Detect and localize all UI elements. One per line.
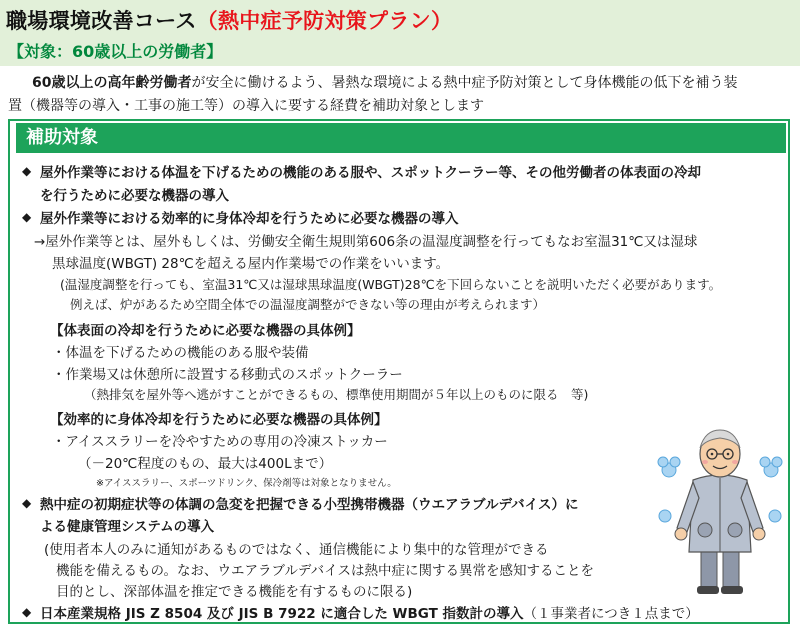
note-line2: 例えば、炉があるため空間全体での温湿度調整ができない等の理由が考えられます） (70, 297, 546, 312)
bullet-diamond: ◆ (22, 605, 32, 619)
title-main: 職場環境改善コース (6, 9, 197, 33)
example2-item-a: ・アイススラリーを冷やすための専用の冷凍ストッカー (52, 434, 388, 450)
item3-note3: 目的とし、深部体温を推定できる機能を有するものに限る) (56, 584, 413, 600)
item3-line1: 熱中症の初期症状等の体調の急変を把握できる小型携帯機器（ウエアラブルデバイス）に (40, 497, 579, 513)
intro-line1: が安全に働けるよう、暑熱な環境による熱中症予防対策として身体機能の低下を補う装 (191, 75, 738, 91)
target-label: 【対象：60歳以上の労働者】 (8, 42, 223, 61)
example2-heading: 【効率的に身体冷却を行うために必要な機器の具体例】 (50, 412, 388, 428)
intro-line2: 置（機器等の導入・工事の施工等）の導入に要する経費を補助対象とします (8, 98, 484, 114)
item1-line2: を行うために必要な機器の導入 (40, 188, 229, 204)
item1-line1: 屋外作業等における体温を下げるための機能のある服や、スポットクーラー等、その他労働者の体表面の冷却 (40, 165, 701, 181)
item3-line2: よる健康管理システムの導入 (40, 519, 215, 535)
bullet-diamond: ◆ (22, 210, 32, 224)
example1-item-b: ・作業場又は休憩所に設置する移動式のスポットクーラー (52, 367, 403, 383)
example1-item-b-note: （熱排気を屋外等へ逃がすことができるもの、標準使用期間が５年以上のものに限る 等) (84, 387, 589, 402)
item4-line (40, 602, 699, 622)
bullet-diamond: ◆ (22, 496, 32, 510)
example2-exclusion-note: ※アイススラリー、スポーツドリンク、保冷剤等は対象となりません。 (96, 478, 397, 489)
item3-note2: 機能を備えるもの。なお、ウエアラブルデバイスは熱中症に関する異常を感知することを (56, 563, 594, 579)
definition-line1: →屋外作業等とは、屋外もしくは、労働安全衛生規則第606条の温湿度調整を行ってもなお室温31℃又は湿球 (34, 234, 698, 250)
section-heading: 補助対象 (16, 123, 786, 153)
intro-paragraph (8, 72, 794, 118)
example1-item-a: ・体温を下げるための機能のある服や装備 (52, 345, 309, 361)
note-line1: (温湿度調整を行っても、室温31℃又は湿球黒球温度(WBGT)28℃を下回らないことを説明いただく必要があります。 (60, 277, 722, 292)
page-title (6, 5, 452, 35)
bullet-diamond: ◆ (22, 164, 32, 178)
example1-heading: 【体表面の冷却を行うために必要な機器の具体例】 (50, 323, 361, 339)
elderly-worker-illustration (655, 418, 785, 596)
item4-note: （１事業者につき１点まで） (523, 606, 699, 622)
title-sub: （熱中症予防対策プラン） (196, 9, 453, 33)
item4-bold: 日本産業規格 JIS Z 8504 及び JIS B 7922 に適合した WBGT 指数計の導入 (40, 606, 524, 622)
item2-text: 屋外作業等における効率的に身体冷却を行うために必要な機器の導入 (40, 211, 459, 227)
example2-item-a-note: （－20℃程度のもの、最大は400Lまで） (78, 456, 333, 472)
intro-bold: 60歳以上の高年齢労働者 (32, 75, 192, 91)
definition-line2: 黒球温度(WBGT) 28℃を超える屋内作業場での作業をいいます。 (52, 256, 450, 272)
item3-note1: (使用者本人のみに通知があるものではなく、通信機能により集中的な管理ができる (44, 542, 549, 558)
